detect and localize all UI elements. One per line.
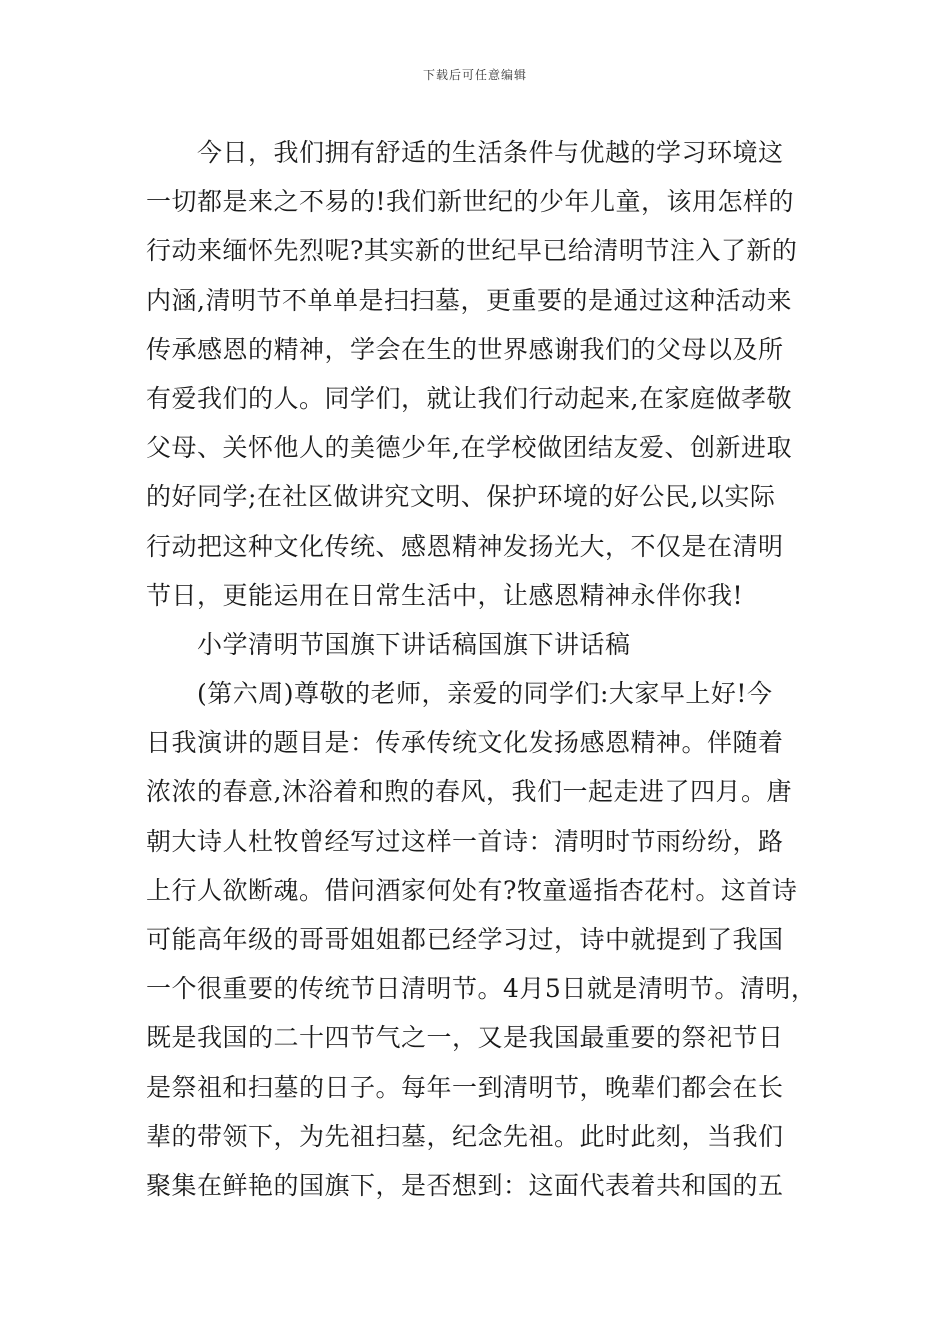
document-body xyxy=(146,128,817,1210)
paragraph-line: 行动来缅怀先烈呢?其实新的世纪早已给清明节注入了新的 xyxy=(146,236,798,266)
section-title xyxy=(146,620,806,669)
paragraph-line: 日我演讲的题目是：传承传统文化发扬感恩精神。伴随着 xyxy=(146,728,784,758)
paragraph-line: 辈的带领下，为先祖扫墓，纪念先祖。此时此刻，当我们 xyxy=(146,1121,784,1151)
paragraph-line: 节日，更能运用在日常生活中，让感恩精神永伴你我! xyxy=(146,580,744,610)
paragraph-line: 浓浓的春意,沐浴着和煦的春风，我们一起走进了四月。唐 xyxy=(146,777,792,807)
paragraph-line: 行动把这种文化传统、感恩精神发扬光大，不仅是在清明 xyxy=(146,531,784,561)
paragraph-line: 的好同学;在社区做讲究文明、保护环境的好公民,以实际 xyxy=(146,482,776,512)
paragraph-line: 传承感恩的精神，学会在生的世界感谢我们的父母以及所 xyxy=(146,334,784,364)
paragraph-line: 今日，我们拥有舒适的生活条件与优越的学习环境这 xyxy=(197,138,784,167)
paragraph-3 xyxy=(146,669,817,1210)
paragraph-line: 一切都是来之不易的!我们新世纪的少年儿童，该用怎样的 xyxy=(146,187,795,217)
paragraph-line: 朝大诗人杜牧曾经写过这样一首诗：清明时节雨纷纷，路 xyxy=(146,826,784,856)
paragraph-line: 既是我国的二十四节气之一，又是我国最重要的祭祀节日 xyxy=(146,1023,784,1053)
paragraph-line: 内涵,清明节不单单是扫扫墓，更重要的是通过这种活动来 xyxy=(146,285,792,315)
paragraph-line: 上行人欲断魂。借问酒家何处有?牧童遥指杏花村。这首诗 xyxy=(146,875,798,905)
paragraph-line: 是祭祖和扫墓的日子。每年一到清明节，晚辈们都会在长 xyxy=(146,1072,784,1102)
paragraph-1 xyxy=(146,128,806,620)
paragraph-line: 有爱我们的人。同学们，就让我们行动起来,在家庭做孝敬 xyxy=(146,383,792,413)
section-title-text: 小学清明节国旗下讲话稿国旗下讲话稿 xyxy=(197,629,631,659)
paragraph-line: 父母、关怀他人的美德少年,在学校做团结友爱、创新进取 xyxy=(146,433,792,463)
paragraph-line: 聚集在鲜艳的国旗下，是否想到：这面代表着共和国的五 xyxy=(146,1170,784,1200)
paragraph-line: (第六周)尊敬的老师，亲爱的同学们:大家早上好!今 xyxy=(197,679,773,709)
paragraph-line: 可能高年级的哥哥姐姐都已经学习过，诗中就提到了我国 xyxy=(146,925,784,954)
page-header: 下载后可任意编辑 xyxy=(422,68,527,82)
paragraph-line: 一个很重要的传统节日清明节。4月5日就是清明节。清明， xyxy=(146,974,817,1004)
